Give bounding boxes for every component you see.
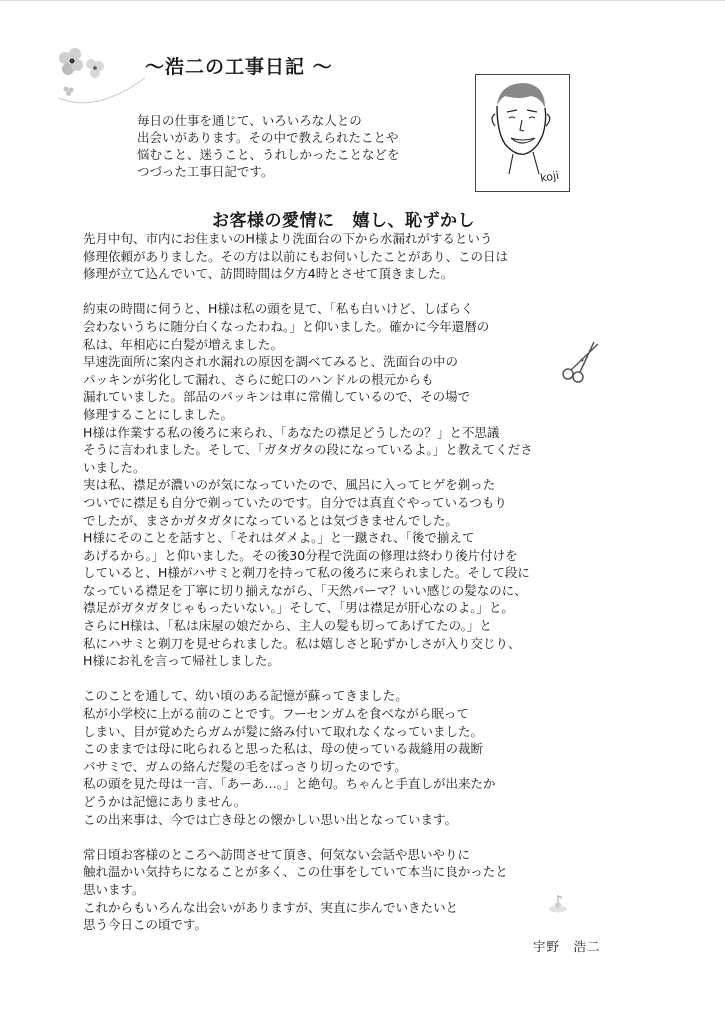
body-line: 修理することにしました。 [83, 406, 234, 422]
paragraph-spacer [83, 283, 683, 301]
body-line: でしたが、まさかガタガタになっているとは気づきませんでした。 [83, 512, 459, 528]
paragraph-spacer [83, 670, 683, 688]
body-line: H様にお礼を言って帰社しました。 [83, 653, 280, 669]
body-line: 会わないうちに随分白くなったわね。」と仰いました。確かに今年還暦の [83, 318, 490, 334]
body-line: 思う今日この頃です。 [83, 917, 208, 933]
top-border [0, 0, 725, 1]
body-line: 私が小学校に上がる前のことです。フーセンガムを食べながら眠って [83, 706, 469, 722]
body-line: これからもいろんな出会いがありますが、実直に歩んでいきたいと [83, 899, 459, 915]
heading-part: お客様の愛情に [212, 211, 335, 231]
body-line: 触れ温かい気持ちになることが多く、この仕事をしていて本当に良かったと [83, 864, 508, 880]
portrait-illustration [475, 74, 570, 192]
body-line: 襟足がガタガタじゃもったいない。」そして、「男は襟足が肝心なのよ。」と。 [83, 600, 515, 616]
paragraph-spacer [83, 828, 683, 846]
article-body [83, 230, 683, 934]
body-line: 修理依頼がありました。その方は以前にもお伺いしたことがあり、この日は [83, 248, 509, 264]
body-line: 早速洗面所に案内され水漏れの原因を調べてみると、洗面台の中の [83, 354, 459, 370]
body-line: このままでは母に叱られると思った私は、母の使っている裁縫用の裁断 [83, 741, 484, 757]
portrait-label: koji [539, 168, 561, 185]
intro-line: 出会いがあります。その中で教えられたことや [137, 130, 399, 145]
body-line: 漏れていました。部品のパッキンは車に常備しているので、その場で [83, 389, 471, 405]
body-line: していると、H様がハサミと剃刀を持って私の後ろに来られました。そして段に [83, 565, 530, 581]
heading-part: 嬉し、恥ずかし [352, 211, 475, 231]
intro-line: つづった工事日記です。 [137, 164, 274, 179]
body-line: 先月中旬、市内にお住まいのH様より洗面台の下から水漏れがするという [83, 231, 493, 246]
body-line: しまい、目が覚めたらガムが髪に絡み付いて取れなくなっていました。 [83, 723, 484, 739]
body-line: いました。 [83, 459, 146, 475]
body-line: バサミで、ガムの絡んだ髪の毛をばっさり切ったのです。 [83, 758, 407, 774]
scissors-icon [558, 338, 603, 383]
intro-paragraph [137, 112, 467, 180]
body-line: そうに言われました。そして、「ガタガタの段になっているよ。」と教えてくださ [83, 442, 533, 458]
article-heading [212, 206, 475, 231]
body-line: 思います。 [83, 881, 145, 897]
body-line: ついでに襟足も自分で剃っていたのです。自分では真直ぐやっているつもり [83, 494, 507, 510]
author-signature: 宇野 浩二 [533, 939, 601, 954]
body-line: 実は私、襟足が濃いのが気になっていたので、風呂に入ってヒゲを剃った [83, 477, 496, 493]
body-line: H様にそのことを話すと、「それはダメよ。」と一蹴され、「後で揃えて [83, 530, 475, 546]
body-line: 私は、年相応に白髪が増えました。 [83, 336, 284, 352]
intro-line: 毎日の仕事を通じて、いろいろな人との [137, 113, 362, 128]
body-line: この出来事は、今では亡き母との懐かしい思い出となっています。 [83, 811, 458, 827]
body-line: 私の頭を見た母は一言、「あーあ…。」と絶句。ちゃんと手直しが出来たか [83, 776, 496, 792]
page-title: ～浩二の工事日記 ～ [145, 56, 333, 78]
body-line: 常日頃お客様のところへ訪問させて頂き、何気ない会話や思いやりに [83, 846, 471, 862]
body-line: 修理が立て込んでいて、訪問時間は夕方4時とさせて頂きました。 [83, 266, 454, 282]
body-line: このことを通して、幼い頃のある記憶が蘇ってきました。 [83, 688, 408, 704]
body-line: パッキンが劣化して漏れ、さらに蛇口のハンドルの根元からも [83, 371, 434, 387]
body-line: さらにH様は、「私は床屋の娘だから、主人の髪も切ってあげてたの。」と [83, 618, 492, 634]
body-line: 約束の時間に伺うと、H様は私の頭を見て、「私も白いけど、しばらく [83, 301, 474, 317]
body-line: H様は作業する私の後ろに来られ、「あなたの襟足どうしたの？」と不思議 [83, 424, 500, 440]
body-line: どうかは記憶にありません。 [83, 794, 247, 809]
flower-decoration-icon [547, 892, 569, 914]
body-line: あげるから。」と仰いました。その後30分程で洗面の修理は終わり後片付けを [83, 547, 518, 563]
intro-line: 悩むこと、迷うこと、うれしかったことなどを [137, 147, 400, 162]
clover-decoration-icon [55, 44, 150, 104]
body-line: なっている襟足を丁寧に切り揃えながら、「天然パーマ？いい感じの髪なのに、 [83, 582, 527, 598]
body-line: 私にハサミと剃刀を見せられました。私は嬉しさと恥ずかしさが入り交じり、 [83, 635, 521, 651]
